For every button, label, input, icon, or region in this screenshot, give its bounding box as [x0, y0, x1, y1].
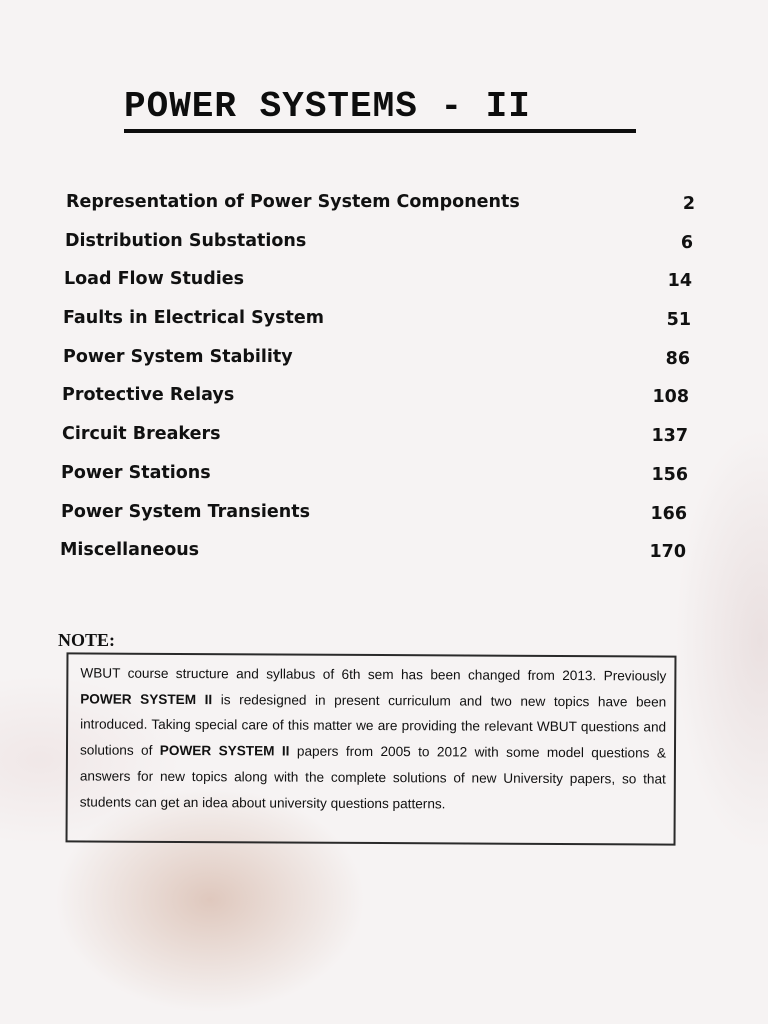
toc-entry[interactable]	[60, 302, 700, 341]
toc-entry[interactable]	[60, 379, 700, 418]
toc-entry-title: Power System Transients	[61, 501, 311, 522]
toc-entry-page: 156	[651, 464, 688, 485]
toc-entry[interactable]	[60, 534, 700, 573]
note-box	[66, 652, 677, 845]
note-text-part: is redesigned in present curriculum and two new topics have been introduced. Taking special care of this matter we are providing the relevant WBUT questions and solutions of	[79, 691, 667, 759]
note-text-part: papers from 2005 to 2012 with some model questions & answers for new topics along with the complete solutions of new University papers, so that students can get an idea about university questions patterns.	[79, 743, 667, 811]
toc-entry-page: 108	[652, 387, 689, 408]
toc-entry-page: 51	[666, 310, 691, 331]
note-emphasis: POWER SYSTEM II	[159, 743, 290, 759]
toc-entry[interactable]	[60, 263, 700, 302]
toc-entry-page: 137	[651, 426, 688, 447]
toc-entry-page: 166	[650, 503, 687, 524]
toc-entry-page: 86	[665, 348, 690, 369]
toc-entry-title: Power System Stability	[63, 346, 293, 367]
toc-entry[interactable]	[60, 341, 700, 380]
note-label: NOTE:	[58, 630, 116, 650]
toc-entry-title: Distribution Substations	[65, 230, 307, 251]
table-of-contents	[60, 186, 700, 573]
toc-entry-title: Protective Relays	[62, 385, 235, 406]
toc-entry-page: 14	[667, 271, 692, 292]
toc-entry[interactable]	[60, 418, 700, 457]
title-underline	[124, 129, 636, 133]
toc-entry-title: Load Flow Studies	[64, 269, 245, 290]
toc-entry[interactable]	[60, 225, 700, 264]
note-text	[80, 660, 667, 817]
toc-entry-title: Circuit Breakers	[62, 424, 221, 445]
toc-entry[interactable]	[60, 496, 700, 535]
toc-entry[interactable]	[60, 457, 700, 496]
toc-entry-title: Representation of Power System Components	[66, 192, 520, 212]
toc-entry-title: Miscellaneous	[60, 540, 200, 561]
toc-entry-page: 170	[649, 542, 686, 563]
note-text-part: WBUT course structure and syllabus of 6th sem has been changed from 2013. Previously	[80, 665, 667, 684]
toc-entry-page: 6	[680, 232, 693, 253]
toc-entry-page: 2	[682, 194, 695, 214]
note-emphasis: POWER SYSTEM II	[80, 691, 213, 707]
toc-entry[interactable]	[60, 186, 700, 225]
toc-entry-title: Faults in Electrical System	[63, 308, 324, 329]
toc-entry-title: Power Stations	[61, 462, 211, 483]
page-title: POWER SYSTEMS - II	[124, 86, 531, 127]
